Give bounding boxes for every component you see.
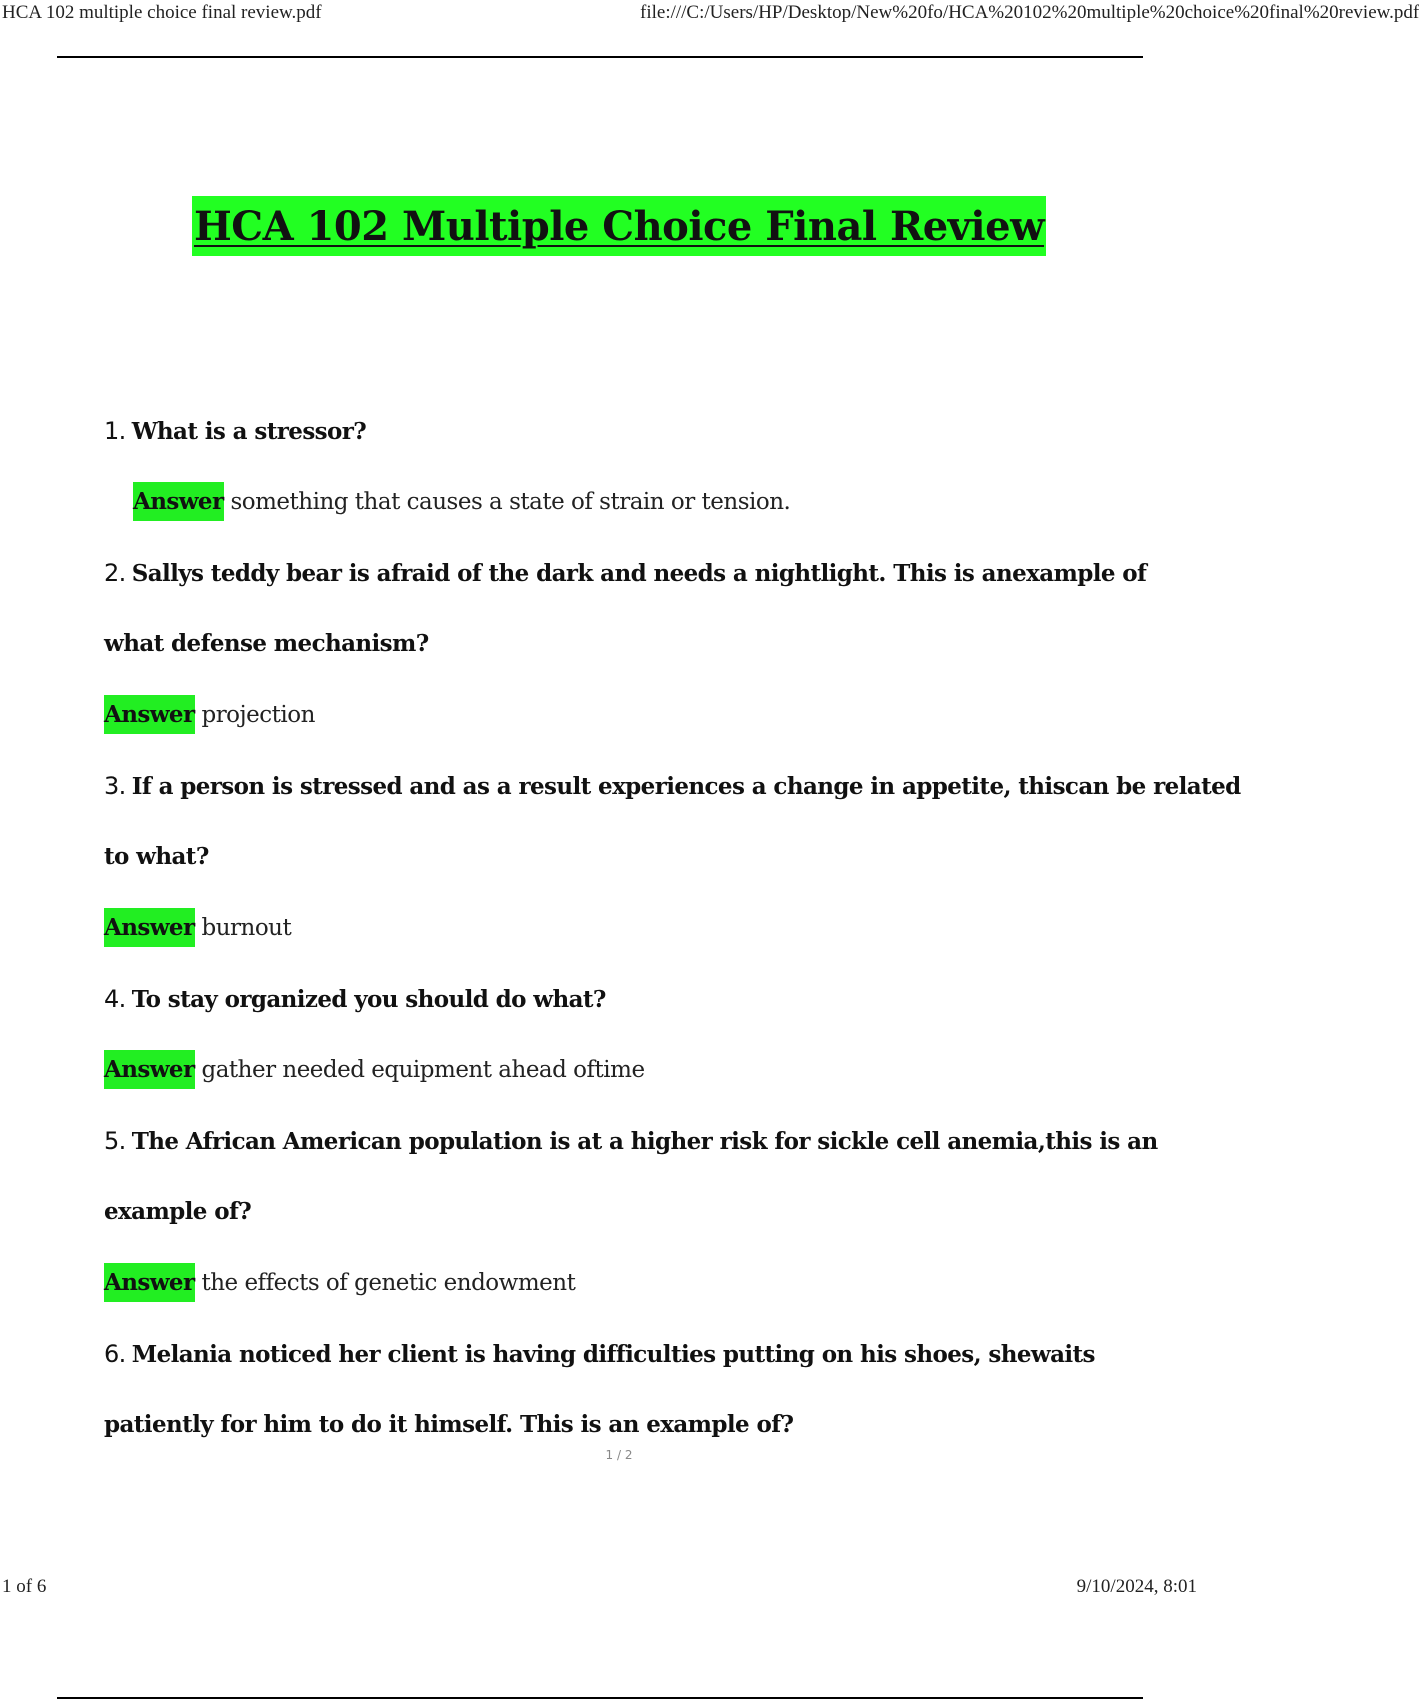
question-text: What is a stressor? xyxy=(131,418,367,445)
question-text: If a person is stressed and as a result experiences a change in appetite, thiscan be related xyxy=(131,773,1241,800)
answer-label: Answer xyxy=(104,695,195,734)
answer-text: gather needed equipment ahead oftime xyxy=(201,1057,645,1083)
page-indicator: 1 / 2 xyxy=(605,1448,633,1462)
answer-text: the effects of genetic endowment xyxy=(201,1270,576,1296)
page-count: 1 of 6 xyxy=(2,1576,47,1597)
question-number: 6. xyxy=(104,1340,126,1368)
answer-text: something that causes a state of strain or tension. xyxy=(230,489,791,515)
answer-1 xyxy=(104,477,1164,548)
question-5 xyxy=(104,1116,1164,1187)
answer-2 xyxy=(104,690,1164,761)
question-1 xyxy=(104,406,1164,477)
question-text: to what? xyxy=(104,843,209,870)
answer-label: Answer xyxy=(133,482,224,521)
question-5-continued xyxy=(104,1187,1164,1258)
answer-text: burnout xyxy=(201,915,292,941)
question-number: 5. xyxy=(104,1127,126,1155)
question-3-continued xyxy=(104,832,1164,903)
question-6 xyxy=(104,1329,1164,1400)
answer-5 xyxy=(104,1258,1164,1329)
footer-divider xyxy=(57,1697,1143,1699)
question-number: 1. xyxy=(104,417,126,445)
question-2-continued xyxy=(104,619,1164,690)
question-text: Melania noticed her client is having difficulties putting on his shoes, shewaits xyxy=(131,1341,1095,1368)
question-text: what defense mechanism? xyxy=(104,630,429,657)
header-divider xyxy=(57,56,1143,58)
print-timestamp: 9/10/2024, 8:01 xyxy=(1076,1576,1197,1597)
question-text: example of? xyxy=(104,1198,252,1225)
question-number: 2. xyxy=(104,559,126,587)
answer-text: projection xyxy=(201,702,315,728)
question-2 xyxy=(104,548,1164,619)
title-container xyxy=(0,196,1238,256)
file-url: file:///C:/Users/HP/Desktop/New%20fo/HCA%20102%20multiple%20choice%20final%20review.pdf xyxy=(640,2,1419,23)
question-text: Sallys teddy bear is afraid of the dark and needs a nightlight. This is anexample of xyxy=(131,560,1147,587)
answer-label: Answer xyxy=(104,1050,195,1089)
answer-3 xyxy=(104,903,1164,974)
question-4 xyxy=(104,974,1164,1045)
document-title: HCA 102 Multiple Choice Final Review xyxy=(192,196,1046,256)
question-list xyxy=(104,406,1241,1471)
answer-label: Answer xyxy=(104,1263,195,1302)
question-text: To stay organized you should do what? xyxy=(131,986,606,1013)
question-3 xyxy=(104,761,1241,832)
question-number: 4. xyxy=(104,985,126,1013)
answer-4 xyxy=(104,1045,1164,1116)
answer-label: Answer xyxy=(104,908,195,947)
question-text: patiently for him to do it himself. This is an example of? xyxy=(104,1411,794,1438)
question-number: 3. xyxy=(104,772,126,800)
print-header xyxy=(0,0,1419,26)
document-name: HCA 102 multiple choice final review.pdf xyxy=(2,2,322,23)
question-text: The African American population is at a higher risk for sickle cell anemia,this is an xyxy=(131,1128,1158,1155)
